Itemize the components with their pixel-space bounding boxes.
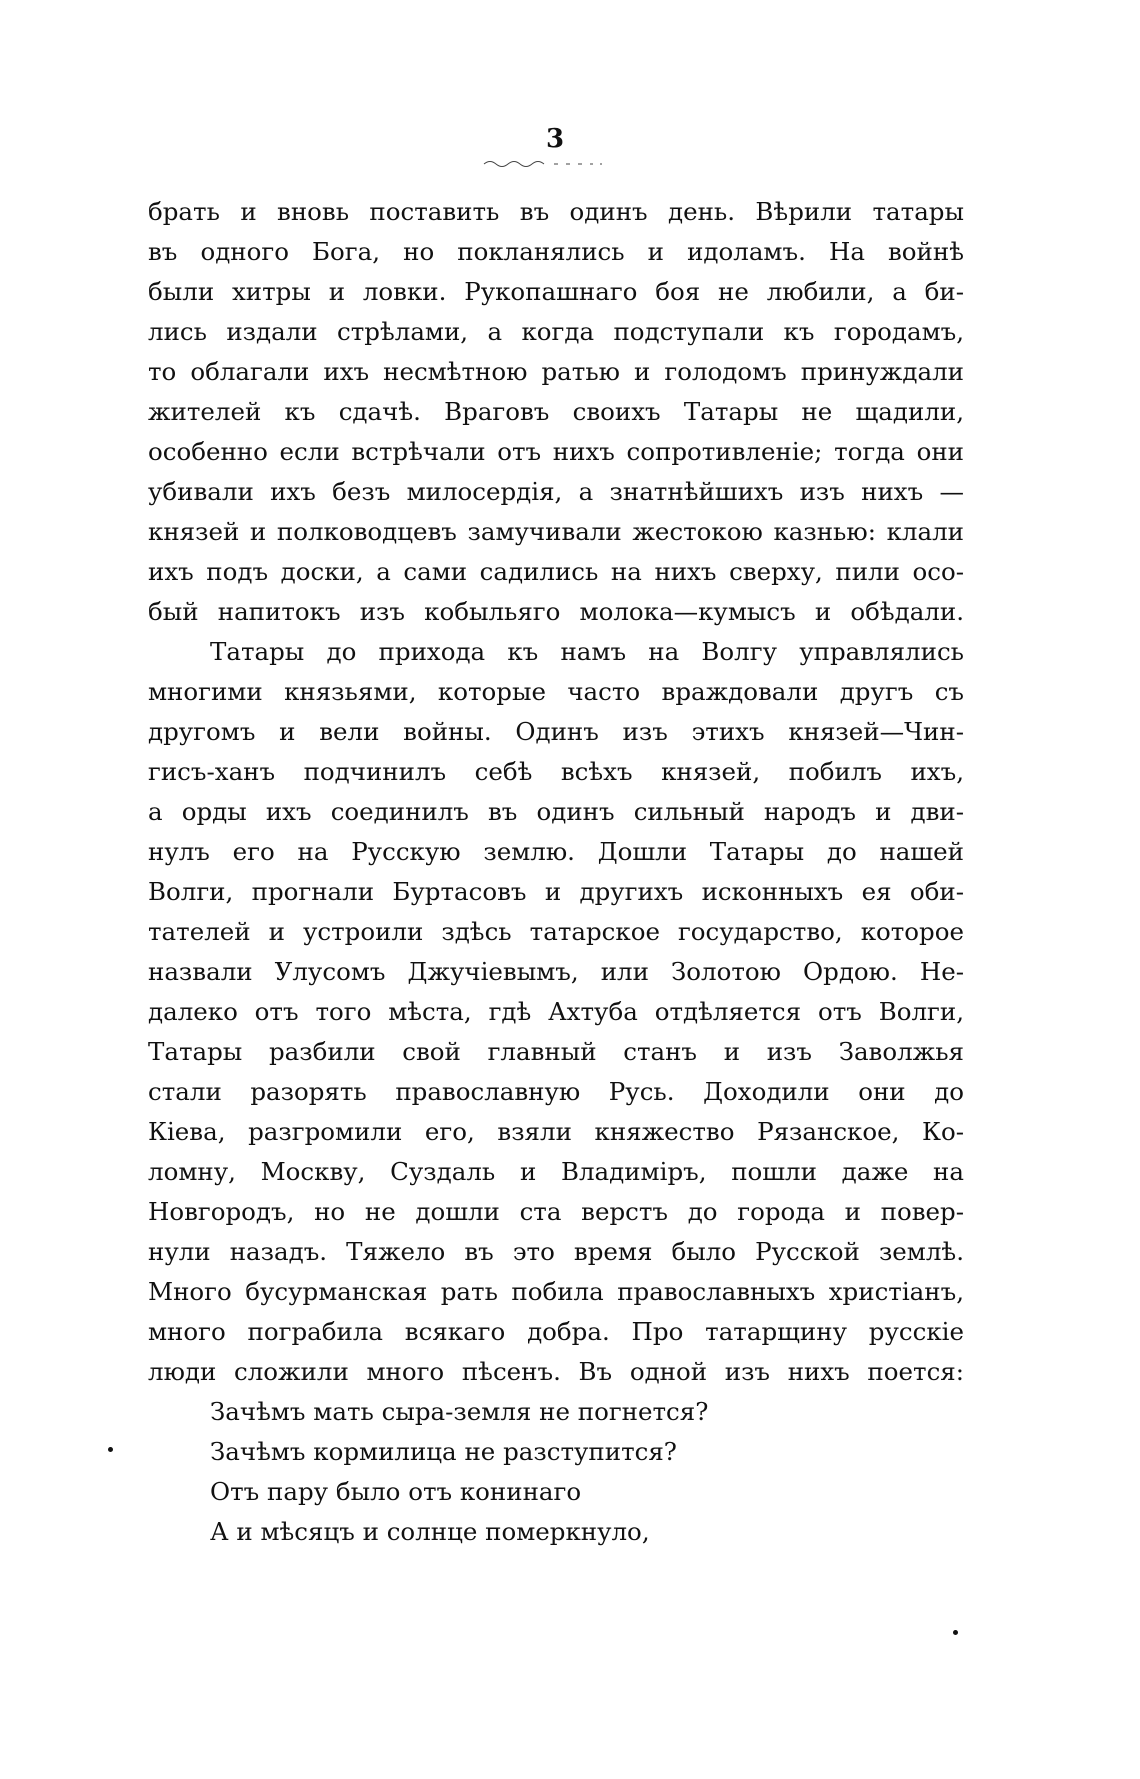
text-line: ломну, Москву, Суздаль и Владиміръ, пошли даже на bbox=[148, 1157, 964, 1186]
verse-block bbox=[148, 1392, 964, 1552]
page-text bbox=[148, 192, 964, 1552]
text-line: далеко отъ того мѣста, гдѣ Ахтуба отдѣляется отъ Волги, bbox=[148, 997, 964, 1026]
text-line: князей и полководцевъ замучивали жестокою казнью: клали bbox=[148, 517, 964, 546]
text-line: тателей и устроили здѣсь татарское государство, которое bbox=[148, 917, 964, 946]
text-line: ихъ подъ доски, а сами садились на нихъ сверху, пили осо- bbox=[148, 557, 964, 586]
text-line: Новгородъ, но не дошли ста верстъ до города и повер- bbox=[148, 1197, 964, 1226]
text-line: стали разорять православную Русь. Доходили они до bbox=[148, 1077, 964, 1106]
paragraph-1 bbox=[148, 192, 964, 632]
verse-line: Зачѣмъ мать сыра-земля не погнется? bbox=[210, 1397, 709, 1426]
text-line: Кіева, разгромили его, взяли княжество Рязанское, Ко- bbox=[148, 1117, 964, 1146]
speck-mark bbox=[953, 1630, 958, 1635]
text-line: Татары разбили свой главный станъ и изъ Заволжья bbox=[148, 1037, 964, 1066]
verse-line: Зачѣмъ кормилица не разступится? bbox=[210, 1437, 677, 1466]
text-line: многими князьями, которые часто враждовали другъ съ bbox=[148, 677, 964, 706]
text-line: брать и вновь поставить въ одинъ день. Вѣрили татары bbox=[148, 197, 964, 226]
text-line: въ одного Бога, но покланялись и идоламъ. На войнѣ bbox=[148, 237, 964, 266]
text-line: а орды ихъ соединилъ въ одинъ сильный народъ и дви- bbox=[148, 797, 964, 826]
text-line: Много бусурманская рать побила православныхъ христіанъ, bbox=[148, 1277, 964, 1306]
text-line: лись издали стрѣлами, а когда подступали къ городамъ, bbox=[148, 317, 964, 346]
text-line: много пограбила всякаго добра. Про татарщину русскіе bbox=[148, 1317, 964, 1346]
text-line: были хитры и ловки. Рукопашнаго боя не любили, а би- bbox=[148, 277, 964, 306]
ornament-divider bbox=[482, 158, 622, 168]
text-line: другомъ и вели войны. Одинъ изъ этихъ князей—Чин- bbox=[148, 717, 964, 746]
page-number: 3 bbox=[545, 124, 565, 154]
text-line: жителей къ сдачѣ. Враговъ своихъ Татары не щадили, bbox=[148, 397, 964, 426]
text-line: Волги, прогнали Буртасовъ и другихъ исконныхъ ея оби- bbox=[148, 877, 964, 906]
verse-line: Отъ пару было отъ конинаго bbox=[210, 1477, 582, 1506]
text-line: нули назадъ. Тяжело въ это время было Русской землѣ. bbox=[148, 1237, 964, 1266]
verse-line: А и мѣсяцъ и солнце померкнуло, bbox=[210, 1517, 650, 1546]
text-line: особенно если встрѣчали отъ нихъ сопротивленіе; тогда они bbox=[148, 437, 964, 466]
text-line: то облагали ихъ несмѣтною ратью и голодомъ принуждали bbox=[148, 357, 964, 386]
text-line: убивали ихъ безъ милосердія, а знатнѣйшихъ изъ нихъ — bbox=[148, 477, 964, 506]
paragraph-2 bbox=[148, 632, 964, 1392]
text-line: бый напитокъ изъ кобыльяго молока—кумысъ и обѣдали. bbox=[148, 597, 964, 626]
text-line: люди сложили много пѣсенъ. Въ одной изъ нихъ поется: bbox=[148, 1357, 964, 1386]
text-line: назвали Улусомъ Джучіевымъ, или Золотою Ордою. Не- bbox=[148, 957, 964, 986]
text-line: гисъ-ханъ подчинилъ себѣ всѣхъ князей, побилъ ихъ, bbox=[148, 757, 964, 786]
speck-mark bbox=[108, 1447, 113, 1452]
text-line: нулъ его на Русскую землю. Дошли Татары до нашей bbox=[148, 837, 964, 866]
text-line: Татары до прихода къ намъ на Волгу управлялись bbox=[210, 637, 964, 666]
